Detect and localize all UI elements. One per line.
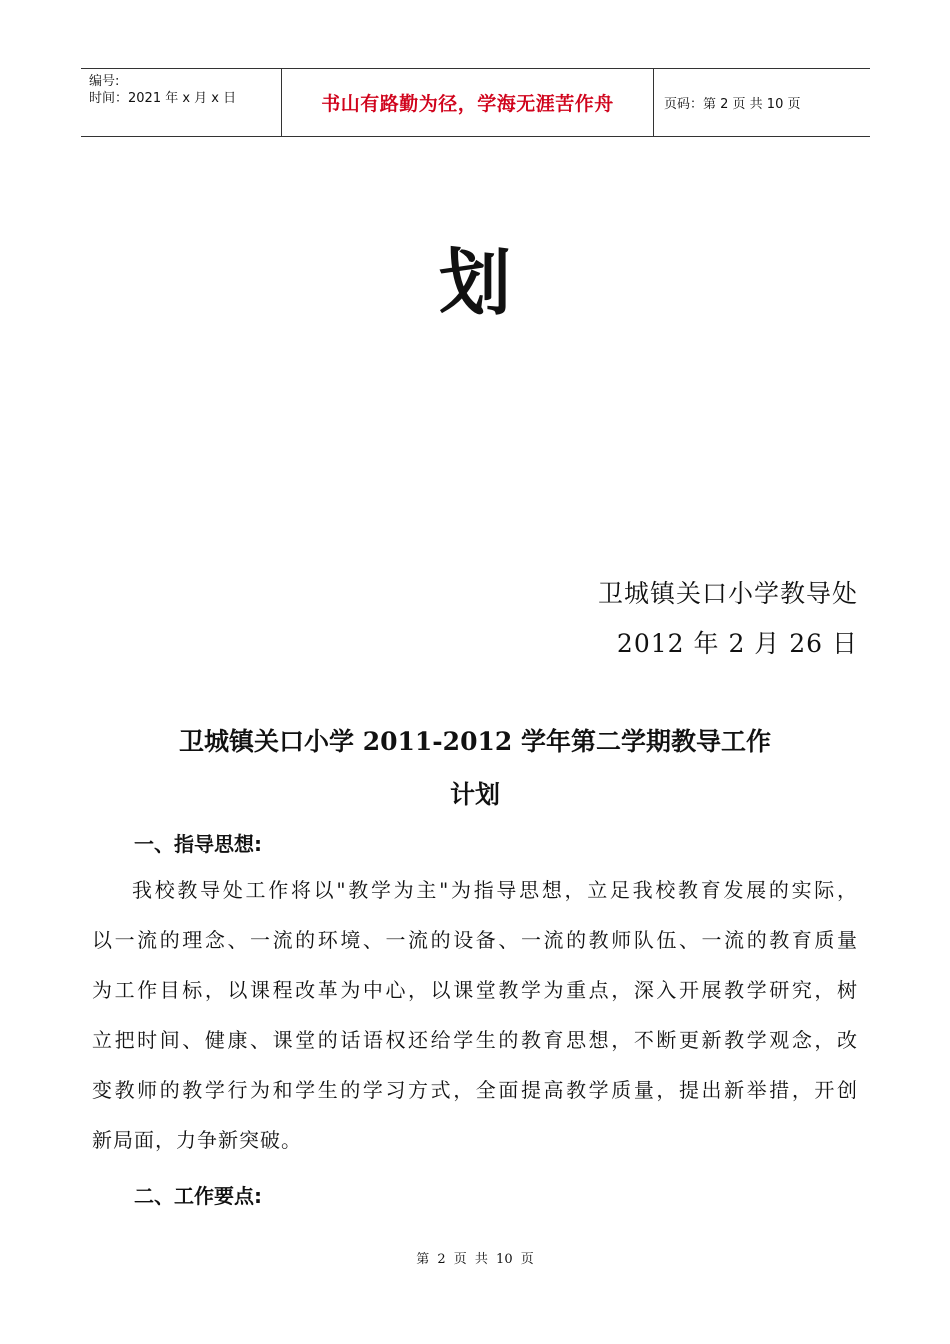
large-title-character: 划 <box>438 241 511 325</box>
paragraph-line: 我校教导处工作将以"教学为主"为指导思想，立足我校教育发展的实际， <box>132 878 858 902</box>
paragraph-line: 变教师的教学行为和学生的学习方式，全面提高教学质量，提出新举措，开创 <box>92 1078 858 1102</box>
document-title-line-2: 计划 <box>449 780 500 809</box>
paragraph-line: 新局面，力争新突破。 <box>92 1128 302 1152</box>
signature-organization: 卫城镇关口小学教导处 <box>597 579 858 608</box>
signature-date: 2012 年 2 月 26 日 <box>616 629 858 658</box>
paragraph-line: 立把时间、健康、课堂的话语权还给学生的教育思想，不断更新教学观念，改 <box>92 1028 858 1052</box>
header-page-info: 页码：第 2 页 共 10 页 <box>664 97 801 112</box>
time-label: 时间：2021 年 x 月 x 日 <box>89 91 237 106</box>
document-title-line-1: 卫城镇关口小学 2011-2012 学年第二学期教导工作 <box>179 727 771 756</box>
page-footer: 第 2 页 共 10 页 <box>416 1252 534 1267</box>
page-header <box>81 68 870 137</box>
header-meta <box>81 69 281 136</box>
paragraph-line: 以一流的理念、一流的环境、一流的设备、一流的教师队伍、一流的教育质量 <box>92 928 858 952</box>
section-heading-guiding-ideology: 一、指导思想: <box>134 832 262 856</box>
number-label: 编号: <box>89 74 120 89</box>
guiding-ideology-paragraph <box>92 877 858 1177</box>
paragraph-line: 为工作目标，以课程改革为中心，以课堂教学为重点，深入开展教学研究，树 <box>92 978 858 1002</box>
header-motto: 书山有路勤为径，学海无涯苦作舟 <box>281 69 654 136</box>
section-heading-work-points: 二、工作要点: <box>134 1184 262 1208</box>
